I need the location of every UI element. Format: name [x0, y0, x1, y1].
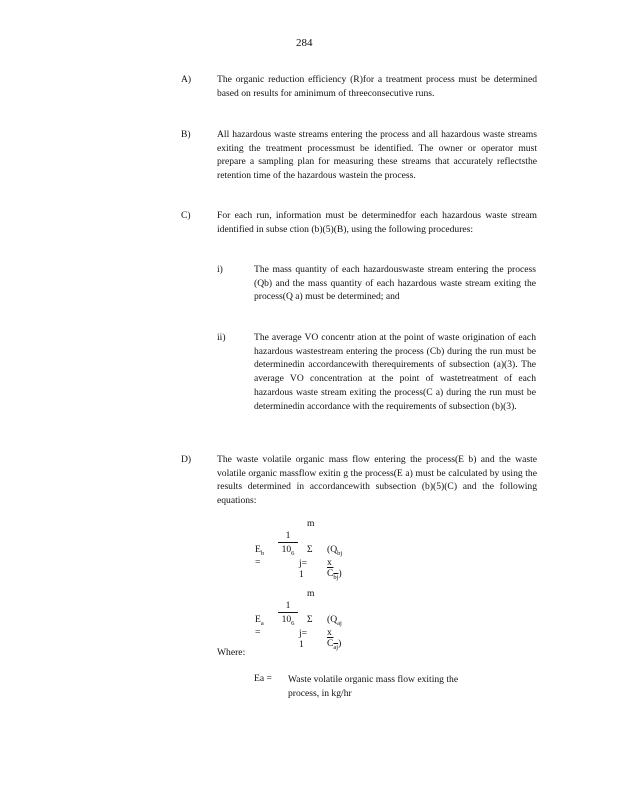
sigma-symbol: Σ: [307, 614, 313, 625]
equation-term: ($Q_{aj}$ x $\overline{C}_{\overline{aj}}$): [327, 614, 342, 651]
equation-fraction: $\frac{1}{10^6}$: [278, 530, 298, 557]
item-text: The waste volatile organic mass flow entering the process(E b) and the waste volatile organic massflow exitin g the process(E a) must be calculated by using the results determined in accordancewith subsection (b)(5)(C) and the following equations:: [217, 454, 537, 507]
subitem-text: The mass quantity of each hazardouswaste stream entering the process (Qb) and the mass quantity of each hazardous waste stream exiting the process(Q a) must be determined; and: [254, 264, 536, 303]
item-label: D): [181, 454, 192, 465]
item-label: C): [181, 210, 191, 221]
item-text: For each run, information must be determinedfor each hazardous waste stream identified in subse ction (b)(5)(B), using the following procedures:: [217, 210, 537, 235]
equation-lhs: $E_b$ =: [255, 544, 265, 568]
item-text: The organic reduction efficiency (R)for a treatment process must be determined based on results for aminimum of threeconsecutive runs.: [217, 74, 537, 99]
subitem-text: The average VO concentr ation at the point of waste origination of each hazardous wastestream entering the process (Cb) during the run must be determinedin accordancewith therequirements of subsection (a)(3). The average VO concentration at the point of wastetreatment of each hazardous waste stream exiting the process(C a) during the run must be determinedin accordance with the requirements of subsection (b)(3).: [254, 332, 536, 412]
page-number: 284: [296, 37, 313, 49]
definition-text: Waste volatile organic mass flow exiting the process, in kg/hr: [288, 674, 459, 699]
equation-term: ($Q_{bj}$ x $\overline{C}_{\overline{bj}}$): [327, 544, 343, 581]
sum-upper-limit: m: [307, 518, 315, 529]
subitem-label: i): [217, 264, 223, 275]
where-label: Where:: [217, 647, 246, 658]
subitem-label: ii): [217, 332, 226, 343]
sum-lower-limit: j= 1: [299, 628, 308, 650]
item-text: All hazardous waste streams entering the process and all hazardous waste streams exiting the treatment processmust be identified. The owner or operator must prepare a sampling plan for measuring these streams that accurately reflectsthe retention time of the hazardous wastein the process.: [217, 129, 537, 182]
equation-lhs: $E_a$ =: [255, 614, 264, 638]
item-label: B): [181, 129, 191, 140]
sum-lower-limit: j= 1: [299, 558, 308, 580]
definition-symbol: Ea =: [254, 673, 272, 684]
item-label: A): [181, 74, 192, 85]
equation-fraction: $\frac{1}{10^6}$: [278, 600, 298, 627]
sigma-symbol: Σ: [307, 544, 313, 555]
sum-upper-limit: m: [307, 588, 315, 599]
